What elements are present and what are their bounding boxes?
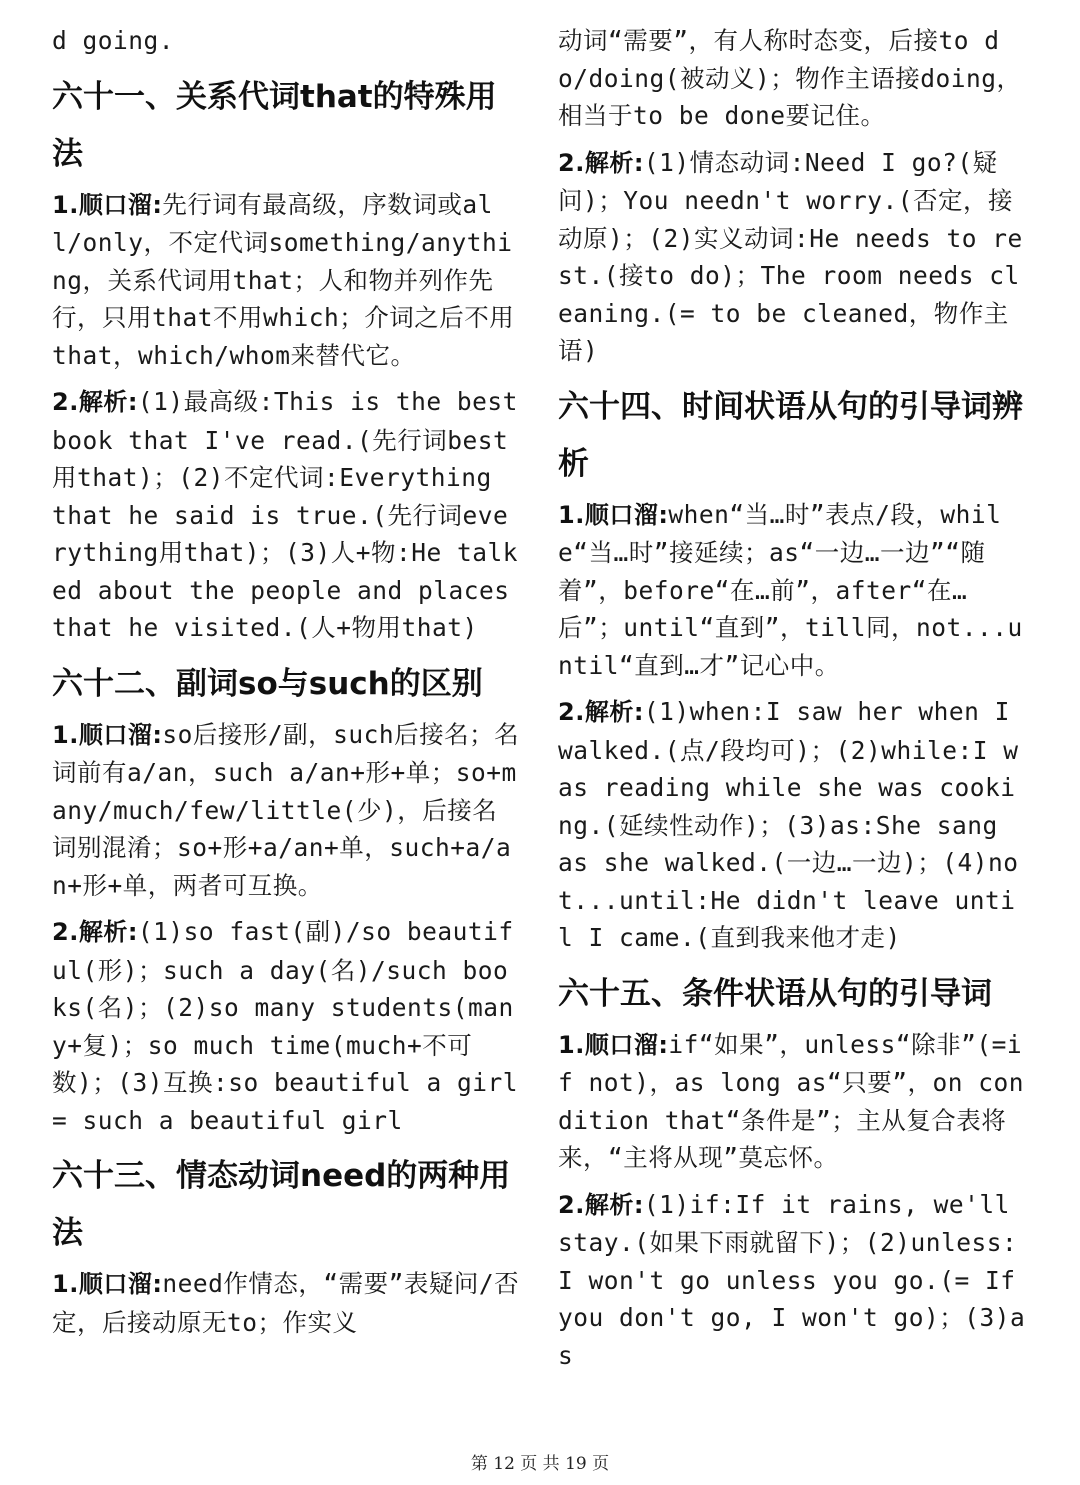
analysis-label: 2.解析: (558, 1190, 644, 1219)
rhyme-text: need作情态，“需要”表疑问/否定，后接动原无to；作实义 (52, 1269, 520, 1337)
analysis-label: 2.解析: (52, 388, 138, 416)
section-61-title: 六十一、关系代词that的特殊用法 (52, 78, 497, 172)
rhyme-text: when“当…时”表点/段，while“当…时”接延续；as“一边…一边”“随着”，before“在…前”，after“在…后”；until“直到”，till同，not...until“直到…才”记心中。 (558, 499, 1023, 680)
page-footer: 第 12 页 共 19 页 (470, 1454, 610, 1474)
analysis-text: (1)so fast(副)/so beautiful(形)；such a day(名)/such books(名)；(2)so many students(many+复)；so much time(much+不可数)；(3)互换:so beautiful a girl = such a beautiful girl (52, 917, 519, 1135)
section-64-title: 六十四、时间状语从句的引导词辨析 (558, 388, 1023, 482)
rhyme-label: 1.顺口溜: (558, 1030, 669, 1059)
section-65-analysis (558, 1186, 1028, 1375)
section-63-rhyme (52, 1265, 522, 1341)
section-62-title: 六十二、副词so与such的区别 (52, 665, 483, 702)
section-61-analysis (52, 383, 522, 647)
analysis-text: (1)情态动词:Need I go?(疑问)；You needn't worry.(否定，接动原)；(2)实义动词:He needs to rest.(接to do)；The room needs cleaning.(= to be cleaned，物作主语) (558, 147, 1023, 365)
analysis-text: (1)最高级:This is the best book that I've read.(先行词best用that)；(2)不定代词:Everything that he said is true.(先行词everything用that)；(3)人+物:He talked about the people and places that he visited.(人+物用that) (52, 387, 519, 642)
section-62-analysis (52, 913, 522, 1139)
rhyme-label: 1.顺口溜: (52, 720, 163, 749)
analysis-text: (1)if:If it rains, we'll stay.(如果下雨就留下)；(2)unless:I won't go unless you go.(= If you don't go, I won't go)；(3)as (558, 1189, 1026, 1370)
rhyme-text: so后接形/副，such后接名；名词前有a/an，such a/an+形+单；so+many/much/few/little(少)，后接名词别混淆；so+形+a/an+单，such+a/an+形+单，两者可互换。 (52, 719, 520, 900)
right-column (558, 22, 1028, 1383)
rhyme-text: if“如果”，unless“除非”(=if not)，as long as“只要”，on condition that“条件是”；主从复合表将来，“主将从现”莫忘怀。 (558, 1029, 1025, 1172)
analysis-label: 2.解析: (52, 918, 138, 946)
analysis-text: (1)when:I saw her when I walked.(点/段均可)；(2)while:I was reading while she was cooking.(延续性动作)；(3)as:She sang as she walked.(一边…一边)；(4)not...until:He didn't leave until I came.(直到我来他才走) (558, 697, 1019, 952)
section-64-rhyme (558, 496, 1028, 685)
analysis-label: 2.解析: (558, 698, 644, 726)
rhyme-label: 1.顺口溜: (52, 190, 163, 219)
section-63-analysis (558, 144, 1028, 370)
rhyme-label: 1.顺口溜: (52, 1270, 163, 1298)
section-65-rhyme (558, 1026, 1028, 1177)
section-64-analysis (558, 693, 1028, 957)
section-62-rhyme (52, 716, 522, 905)
analysis-label: 2.解析: (558, 148, 644, 177)
continued-text: d going. (52, 26, 175, 55)
rhyme-text: 先行词有最高级，序数词或all/only，不定代词something/anything，关系代词用that；人和物并列作先行，只用that不用which；介词之后不用that，which/whom来替代它。 (52, 189, 515, 370)
section-63-title: 六十三、情态动词need的两种用法 (52, 1158, 511, 1251)
section-63-rhyme-continued: 动词“需要”，有人称时态变，后接to do/doing(被动义)；物作主语接doing，相当于to be done要记住。 (558, 26, 1022, 130)
section-65-title: 六十五、条件状语从句的引导词 (558, 975, 992, 1012)
section-61-rhyme (52, 186, 522, 375)
rhyme-label: 1.顺口溜: (558, 500, 669, 529)
left-column (52, 22, 522, 1350)
